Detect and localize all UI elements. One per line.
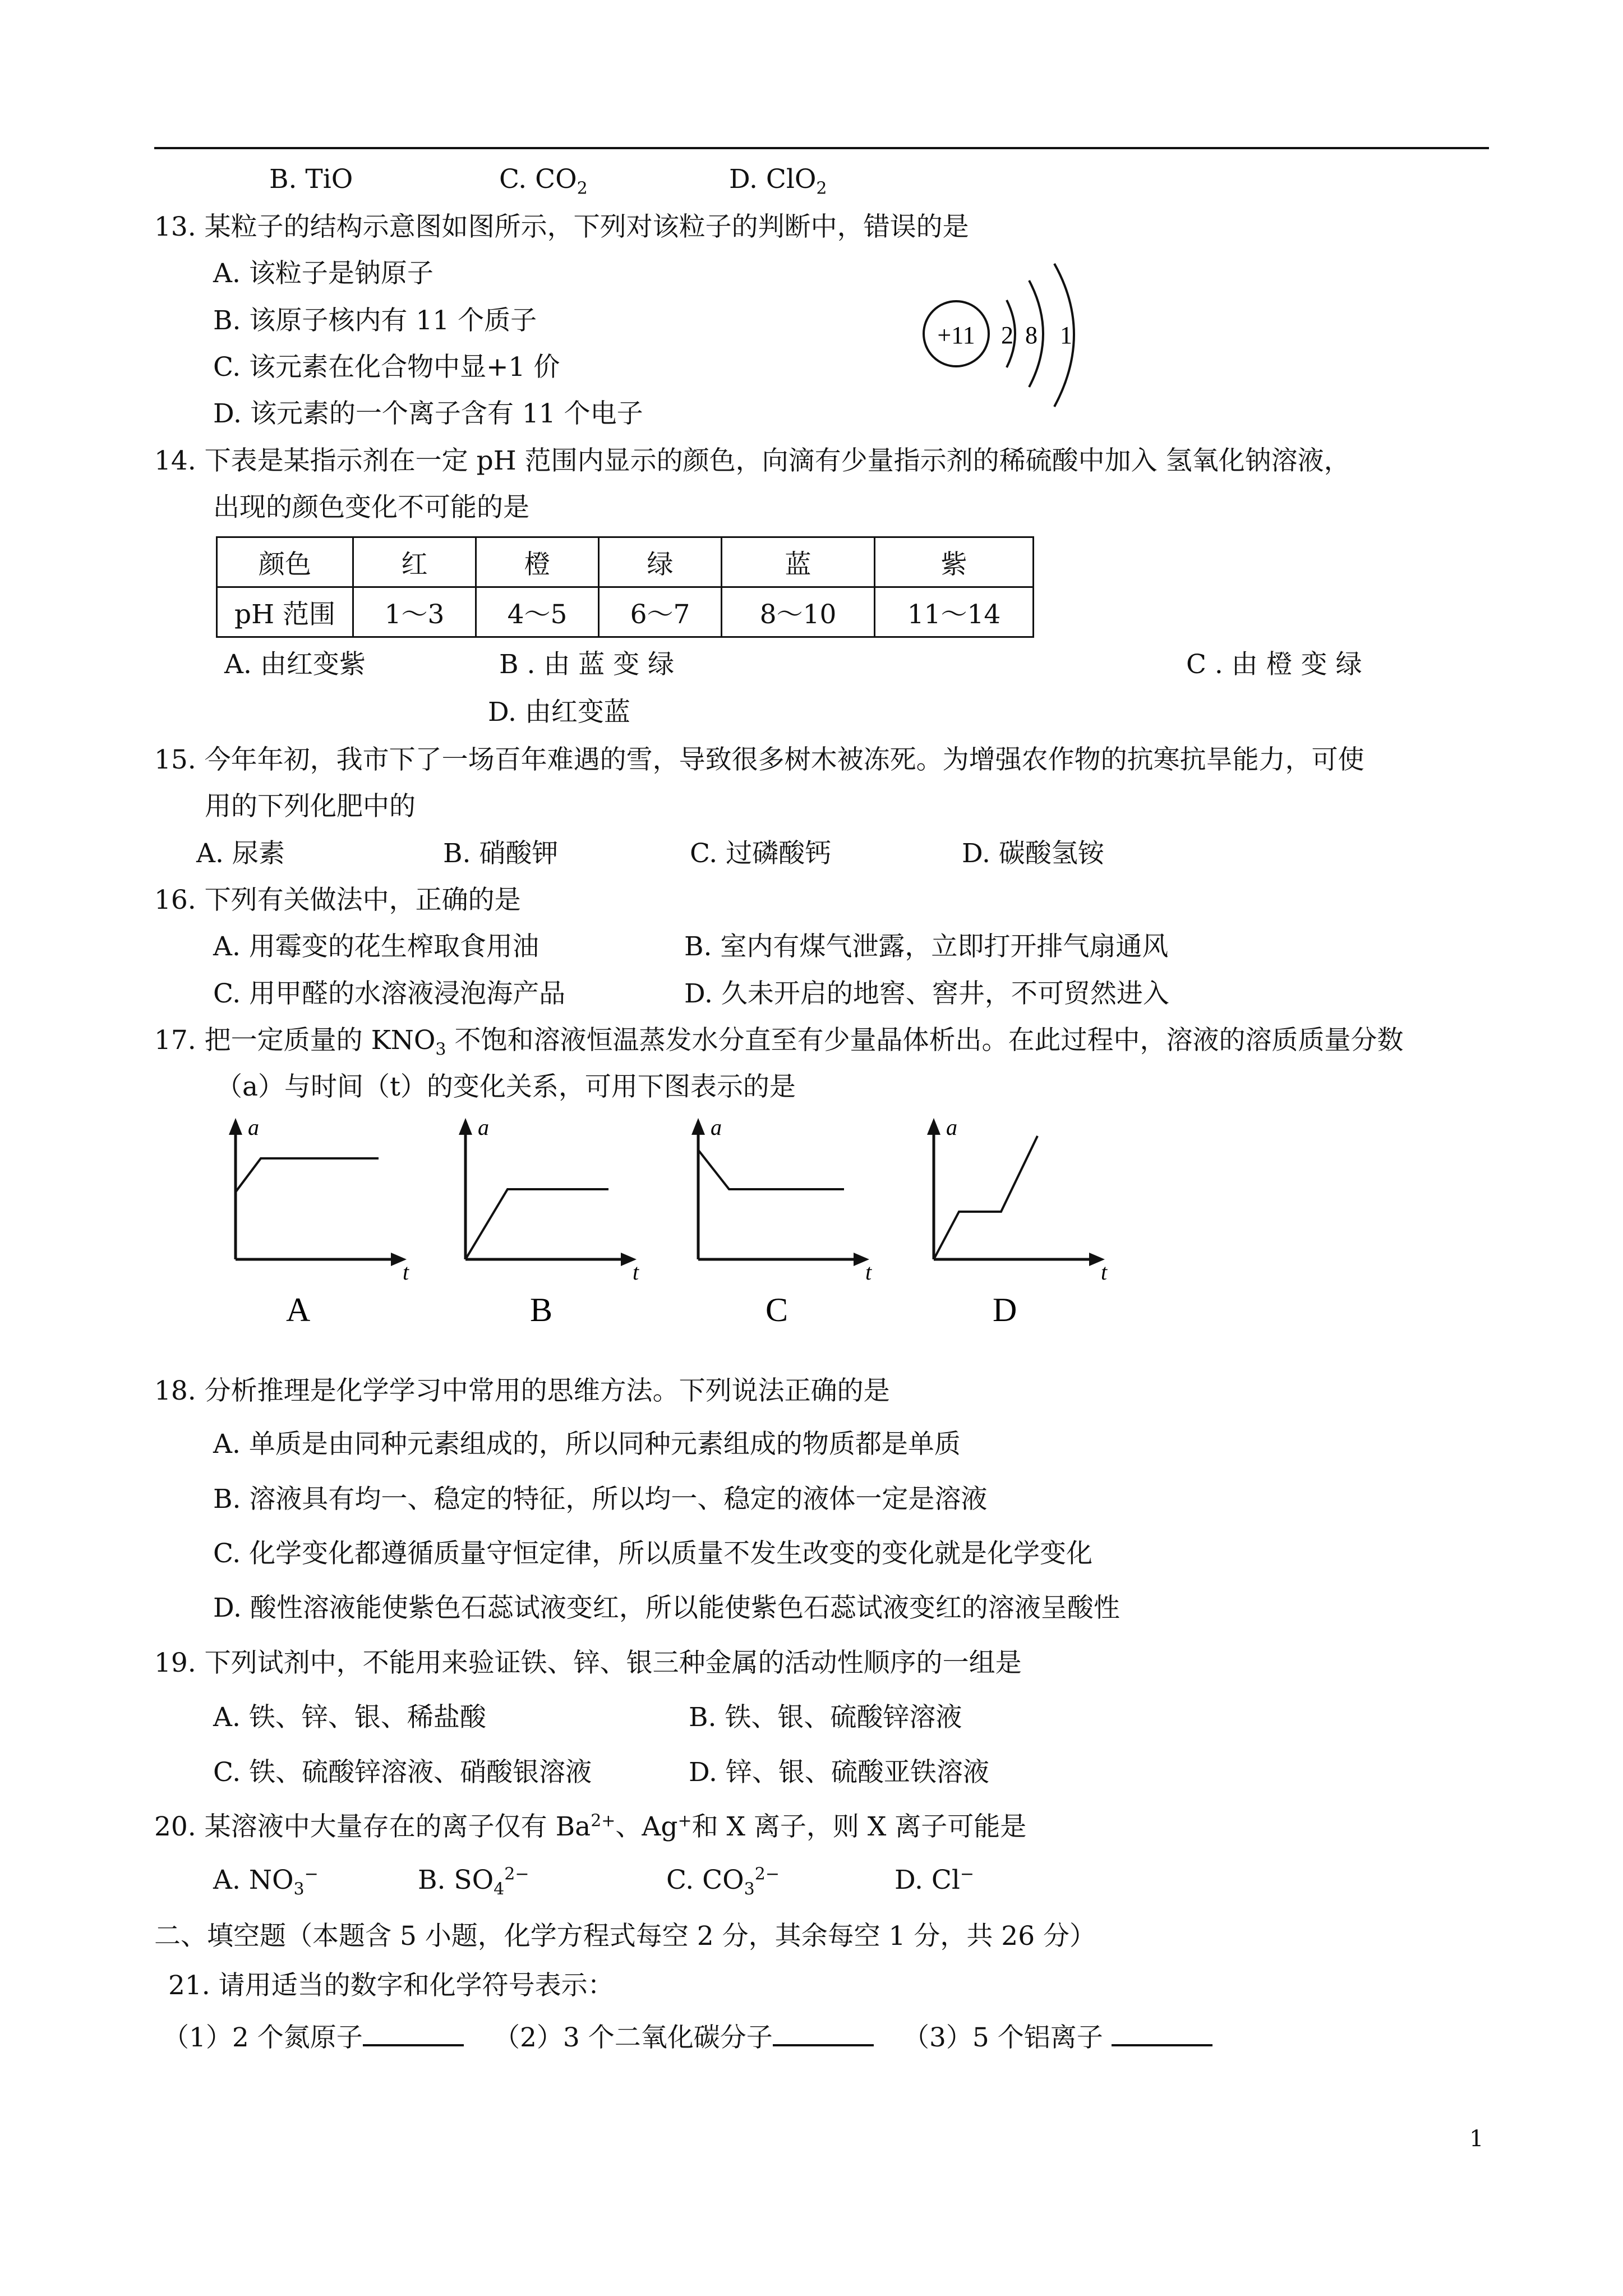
q13-option-a: A. 该粒子是钠原子	[213, 258, 434, 289]
q17-stem-line1: 17. 把一定质量的 $KNO_3$ 不饱和溶液恒温蒸发水分直至有少量晶体析出。在此过程中，溶液的溶质质量分数	[154, 1025, 1404, 1060]
q13-option-b: B. 该原子核内有 11 个质子	[213, 305, 537, 336]
graph-label-b: B	[530, 1291, 553, 1328]
q20-option-b: B. $SO_4^{2-}$	[418, 1864, 529, 1899]
ph-color-table	[216, 536, 1034, 638]
table-cell: 8～10	[722, 587, 875, 637]
prev-option-d: D. ClO$_2$	[729, 164, 827, 199]
q21-part3: （3）5 个铝离子	[903, 2019, 1212, 2055]
q13-option-c: C. 该元素在化合物中显+1 价	[213, 352, 560, 383]
table-cell: 颜色	[217, 537, 353, 587]
nucleus-charge: +11	[937, 321, 975, 349]
graph-c	[687, 1108, 900, 1332]
q19-option-b: B. 铁、银、硫酸锌溶液	[689, 1702, 962, 1733]
q16-stem: 16. 下列有关做法中，正确的是	[154, 885, 521, 915]
shell-2-electrons: 8	[1025, 321, 1038, 349]
table-cell: 4～5	[476, 587, 599, 637]
q13-stem: 13. 某粒子的结构示意图如图所示，下列对该粒子的判断中，错误的是	[154, 211, 969, 242]
graph-label-d: D	[993, 1291, 1017, 1328]
table-cell: 橙	[476, 537, 599, 587]
curve-b	[465, 1189, 608, 1259]
q18-option-d: D. 酸性溶液能使紫色石蕊试液变红，所以能使紫色石蕊试液变红的溶液呈酸性	[213, 1593, 1120, 1623]
q20-option-c: C. $CO_3^{2-}$	[666, 1864, 780, 1899]
q14-option-c: C . 由 橙 变 绿	[1186, 649, 1362, 680]
q21-stem: 21. 请用适当的数字和化学符号表示：	[168, 1970, 614, 2001]
axis-y-label: a	[946, 1115, 957, 1140]
q21-part2: （2）3 个二氧化碳分子	[494, 2019, 874, 2055]
q15-option-d: D. 碳酸氢铵	[962, 838, 1104, 869]
table-cell: 红	[353, 537, 476, 587]
atomic-structure-diagram	[920, 258, 1105, 426]
q14-option-d: D. 由红变蓝	[488, 697, 630, 728]
table-row	[217, 587, 1034, 637]
q20-option-a: A. $NO_3^-$	[213, 1864, 319, 1899]
q19-option-a: A. 铁、锌、银、稀盐酸	[213, 1702, 486, 1733]
q15-option-c: C. 过磷酸钙	[690, 838, 832, 869]
q16-option-a: A. 用霉变的花生榨取食用油	[213, 931, 539, 962]
q18-option-a: A. 单质是由同种元素组成的，所以同种元素组成的物质都是单质	[213, 1429, 961, 1460]
table-cell: 绿	[599, 537, 722, 587]
q14-stem-line2: 出现的颜色变化不可能的是	[213, 492, 529, 523]
q17-stem-line2: （a）与时间（t）的变化关系，可用下图表示的是	[216, 1071, 796, 1102]
axis-x-label: t	[633, 1259, 639, 1285]
shell-1-electrons: 2	[1001, 321, 1013, 349]
axis-y-label: a	[248, 1115, 259, 1140]
q15-stem-line1: 15. 今年年初，我市下了一场百年难遇的雪，导致很多树木被冻死。为增强农作物的抗寒抗旱能力，可使	[154, 744, 1364, 775]
q21-part1: （1）2 个氮原子	[163, 2019, 464, 2055]
q14-stem-line1: 14. 下表是某指示剂在一定 pH 范围内显示的颜色，向滴有少量指示剂的稀硫酸中加入 氢氧化钠溶液，	[154, 445, 1350, 476]
q16-option-c: C. 用甲醛的水溶液浸泡海产品	[213, 978, 566, 1009]
q18-option-b: B. 溶液具有均一、稳定的特征，所以均一、稳定的液体一定是溶液	[213, 1484, 988, 1515]
graph-label-c: C	[766, 1291, 789, 1328]
table-cell: 11～14	[875, 587, 1034, 637]
answer-blank-3[interactable]	[1112, 2019, 1212, 2046]
curve-c	[698, 1150, 844, 1189]
q13-option-d: D. 该元素的一个离子含有 11 个电子	[213, 398, 643, 429]
prev-option-b: B. TiO	[269, 164, 353, 195]
axis-x-label: t	[403, 1259, 409, 1285]
q14-option-a: A. 由红变紫	[224, 649, 366, 680]
table-cell: 紫	[875, 537, 1034, 587]
q18-option-c: C. 化学变化都遵循质量守恒定律，所以质量不发生改变的变化就是化学变化	[213, 1538, 1093, 1569]
q18-stem: 18. 分析推理是化学学习中常用的思维方法。下列说法正确的是	[154, 1375, 890, 1406]
header-rule	[154, 147, 1489, 149]
section2-title: 二、填空题（本题含 5 小题，化学方程式每空 2 分，其余每空 1 分，共 26 分）	[154, 1921, 1096, 1952]
graph-b	[454, 1108, 667, 1332]
curve-d	[934, 1136, 1038, 1259]
prev-option-c: C. $CO_2$	[499, 164, 588, 199]
q16-option-d: D. 久未开启的地窖、窖井，不可贸然进入	[684, 978, 1169, 1009]
q15-option-a: A. 尿素	[196, 838, 285, 869]
q19-stem: 19. 下列试剂中，不能用来验证铁、锌、银三种金属的活动性顺序的一组是	[154, 1648, 1022, 1678]
q19-option-c: C. 铁、硫酸锌溶液、硝酸银溶液	[213, 1757, 592, 1788]
curve-a	[236, 1158, 379, 1192]
q15-stem-line2: 用的下列化肥中的	[205, 791, 416, 822]
axis-y-label: a	[711, 1115, 722, 1140]
q20-stem: 20. 某溶液中大量存在的离子仅有 $Ba^{2+}$、Ag+和 X 离子，则 X 离子可能是	[154, 1811, 1027, 1842]
graph-a	[224, 1108, 437, 1332]
shell-3-electrons: 1	[1060, 321, 1072, 349]
q20-option-d: D. Cl−	[895, 1864, 975, 1895]
axis-y-label: a	[478, 1115, 489, 1140]
graph-d	[923, 1108, 1136, 1332]
graph-label-a: A	[286, 1291, 311, 1328]
table-cell: pH 范围	[217, 587, 353, 637]
table-cell: 蓝	[722, 537, 875, 587]
page-number: 1	[1469, 2126, 1484, 2152]
q19-option-d: D. 锌、银、硫酸亚铁溶液	[689, 1757, 989, 1788]
q15-option-b: B. 硝酸钾	[443, 838, 559, 869]
answer-blank-2[interactable]	[773, 2019, 874, 2046]
axis-x-label: t	[1101, 1259, 1108, 1285]
q14-option-b: B . 由 蓝 变 绿	[499, 649, 675, 680]
q16-option-b: B. 室内有煤气泄露，立即打开排气扇通风	[684, 931, 1169, 962]
table-row	[217, 537, 1034, 587]
table-cell: 6～7	[599, 587, 722, 637]
answer-blank-1[interactable]	[363, 2019, 464, 2046]
axis-x-label: t	[865, 1259, 872, 1285]
table-cell: 1～3	[353, 587, 476, 637]
